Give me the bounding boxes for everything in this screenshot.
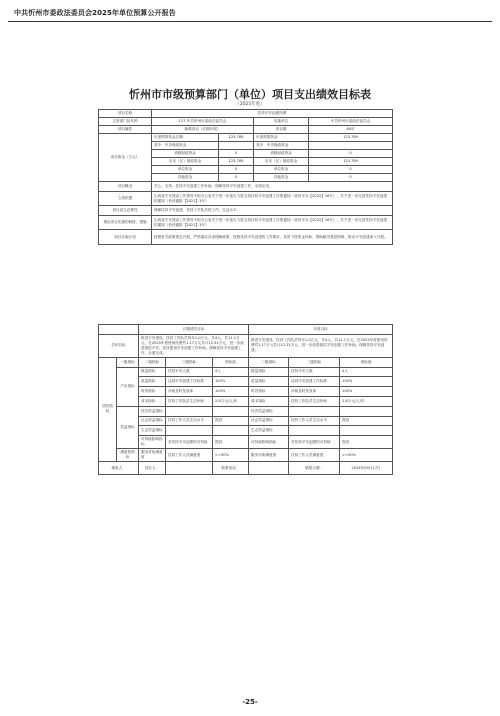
perf-indicator-label: 绩效指标 [99,357,117,461]
l3-left: 扶持工作队员生活补助 [166,396,213,406]
fund-left-label: 其他资金 [152,174,219,182]
value-left [213,426,249,436]
l1-output: 产出指标 [117,367,139,406]
l3-right: 扶持工作人员满意度 [289,449,340,462]
plan-label: 项目实施计划 [99,230,152,245]
l2-right: 时效指标 [249,387,289,397]
overview-label: 项目概况 [99,182,152,192]
l2-left: 时效指标 [139,387,166,397]
col-header: 指标值 [213,357,249,367]
fund-left-label: 年度预算资金总额： [152,134,219,142]
header-divider [8,21,492,22]
l3-right: 扶持工作队员生活补助 [289,396,340,406]
value-left: 100% [213,387,249,397]
fund-left-value: 123.789 [219,158,254,166]
l3-right [289,406,340,416]
fund-right-value: 0 [309,166,393,174]
fund-right-label: 市本（区）财政资金 [254,158,309,166]
fund-left-value: 0 [219,150,254,158]
l2-right: 经济效益指标 [249,406,289,416]
fund-right-value: 123.789 [309,158,393,166]
value-right [340,426,393,436]
project-info-table [98,109,393,245]
l3-right: 扶持工作人员生活水平 [289,416,340,426]
value-left: 100% [213,377,249,387]
l2-left: 服务对象满意度 [139,449,166,462]
annual-text: 推进平安建设，扶持工作队员每年1.0万元，共4人，共11.1万元，在2025年度使用经费约1.17万元共计12.31万元，进一步改善基层平安创建工作补助。保障扶持平安创建。 [249,334,393,357]
phone-label: 联系电话： [213,462,249,475]
attr-value: 新增项目（长期开展） [152,126,254,134]
l3-right [289,426,340,436]
value-left: >=90% [213,449,249,462]
col-header: 一级指标 [117,357,139,367]
period-label: 项目期 [254,126,309,134]
necessity-value: 保障扶持平安创建，扶持工作队员的工作、生活水平。 [152,206,393,216]
value-right: 100% [340,387,393,397]
fund-right-value: 123.789 [309,134,393,142]
l3-left: 达到平安创建工作标准 [166,377,213,387]
l2-left: 成本指标 [139,396,166,406]
fund-left-label: 其中：中央财政资金 [152,142,219,150]
document-year: （2025年度） [235,102,265,107]
value-right: 提高 [340,436,393,449]
l1-satisfaction: 满意度指标 [117,449,139,462]
l2-right: 社会效益指标 [249,416,289,426]
col-header: 三级指标 [166,357,213,367]
l1-benefit: 效益指标 [117,406,139,448]
value-right: 提高 [340,416,393,426]
fund-left-value [219,142,254,150]
page-number: -25- [242,698,258,706]
impl-unit-value: 中共忻州市委政法委员会 [309,118,393,126]
l2-left: 数量指标 [139,367,166,377]
value-left: 4人 [213,367,249,377]
l2-right: 成本指标 [249,396,289,406]
overall-target-label: 总体目标 [99,334,139,357]
plan-value: 按照有关政策规定开展，严格落实各项保障政策，按照扶持平安创建的工作要求，及时下拨资金补助，帮助解决基层困难，推动平安创建深入开展。 [152,230,393,245]
fund-left-label: 省级财政资金 [152,150,219,158]
manager-label: 经办人： [139,462,166,475]
project-name-label: 项目名称 [99,110,152,118]
l3-right: 达到平安创建工作标准 [289,377,340,387]
measures-value: 山西省平安建设工作领导小组办公室关于进一步加大力度支持扶持平安创建工作的通知（晋综平办【2022】16号），关于进一步完善扶持平安创建的通知（忻综通报【2021】3号） [152,216,393,230]
l3-right: 对扶持平安创建的可持续 [289,436,340,449]
period-value: 60年 [309,126,393,134]
l3-right: 扶持平安人数 [289,367,340,377]
l2-right: 可持续影响指标 [249,436,289,449]
long-term-header: 长期绩效目标 [139,325,249,335]
impl-unit-label: 实施单位 [254,118,309,126]
l2-left: 可持续影响指标 [139,436,166,449]
fund-left-label: 市本（区）财政资金 [152,158,219,166]
l3-left [166,426,213,436]
fund-left-value: 123.789 [219,134,254,142]
col-header: 三级指标 [289,357,340,367]
col-header: 二级指标 [139,357,166,367]
l3-left: 扶持工作人员生活水平 [166,416,213,426]
fund-left-value: 0 [219,174,254,182]
attr-label: 项目属性 [99,126,152,134]
value-left: 提高 [213,416,249,426]
value-right: >=90% [340,449,393,462]
l3-left: 扶持平安人数 [166,367,213,377]
fund-right-label: 省级财政资金 [254,150,309,158]
fund-label: 项目资金（万元） [99,134,152,182]
l2-left: 社会效益指标 [139,416,166,426]
l2-left: 经济效益指标 [139,406,166,416]
value-left: 2.8万元/人/年 [213,396,249,406]
value-right: 2.8万元/人/年 [340,396,393,406]
l3-left: 补助及时发放率 [166,387,213,397]
l3-left: 扶持工作人员满意度 [166,449,213,462]
l2-left: 生态效益指标 [139,426,166,436]
manager-value [166,462,213,475]
fill-person-label: 填表人： [99,462,139,475]
performance-table [98,324,393,475]
annual-header: 年度目标 [249,325,393,335]
l3-right: 补助及时发放率 [289,387,340,397]
basis-label: 立项依据 [99,192,152,206]
fund-right-value: 0 [309,150,393,158]
date-label: 填报日期： [289,462,340,475]
overview-value: 关心、支持、扶持平安创建工作补助。保障扶持平安创建工作，全面完成。 [152,182,393,192]
value-right: 100% [340,377,393,387]
col-header: 指标值 [340,357,393,367]
measures-label: 保证项目实施的制度、措施 [99,216,152,230]
fund-left-value: 0 [219,166,254,174]
fund-right-label: 单位资金 [254,166,309,174]
l2-right: 生态效益指标 [249,426,289,436]
value-left [213,406,249,416]
date-value: 2024年09月17日 [340,462,393,475]
long-term-text: 推进平安建设，扶持工作队员每年1.0万元，共4人，共11.1万元，在2025年度使用经费约1.17万元共计12.31万元，进一步改善基层平安，扶持建设平安创建工作补助。保障扶持平安创建工作，全面完成。 [139,334,249,357]
value-left: 提高 [213,436,249,449]
fund-right-label: 其中：中央财政资金 [254,142,309,150]
document-title: 忻州市市级预算部门（单位）项目支出绩效目标表 [129,88,371,101]
dept-label: 主管部门及代码 [99,118,152,126]
l3-left: 对扶持平安创建的可持续 [166,436,213,449]
l2-left: 质量指标 [139,377,166,387]
value-right: 4人 [340,367,393,377]
page-header-title: 中共忻州市委政法委员会2025年单位预算公开报告 [14,9,176,17]
fund-left-label: 单位资金 [152,166,219,174]
necessity-label: 项目设立必要性 [99,206,152,216]
fund-right-label: 其他资金 [254,174,309,182]
l2-right: 质量指标 [249,377,289,387]
basis-value: 山西省平安建设工作领导小组办公室关于进一步加大力度支持扶持平安创建工作的通知（晋综平办【2022】16号），关于进一步完善扶持平安创建的通知（忻综通报【2021】3号） [152,192,393,206]
fund-right-label: 年度预算资金 [254,134,309,142]
fund-right-value: 0 [309,174,393,182]
phone-value [249,462,289,475]
project-name-value: 扶持平安创建经费 [152,110,393,118]
col-header: 二级指标 [249,357,289,367]
value-right [340,406,393,416]
l2-right: 服务对象满意度 [249,449,289,462]
dept-value: 127-中共忻州市委政法委员会 [152,118,254,126]
l2-right: 数量指标 [249,367,289,377]
fund-right-value [309,142,393,150]
l3-left [166,406,213,416]
